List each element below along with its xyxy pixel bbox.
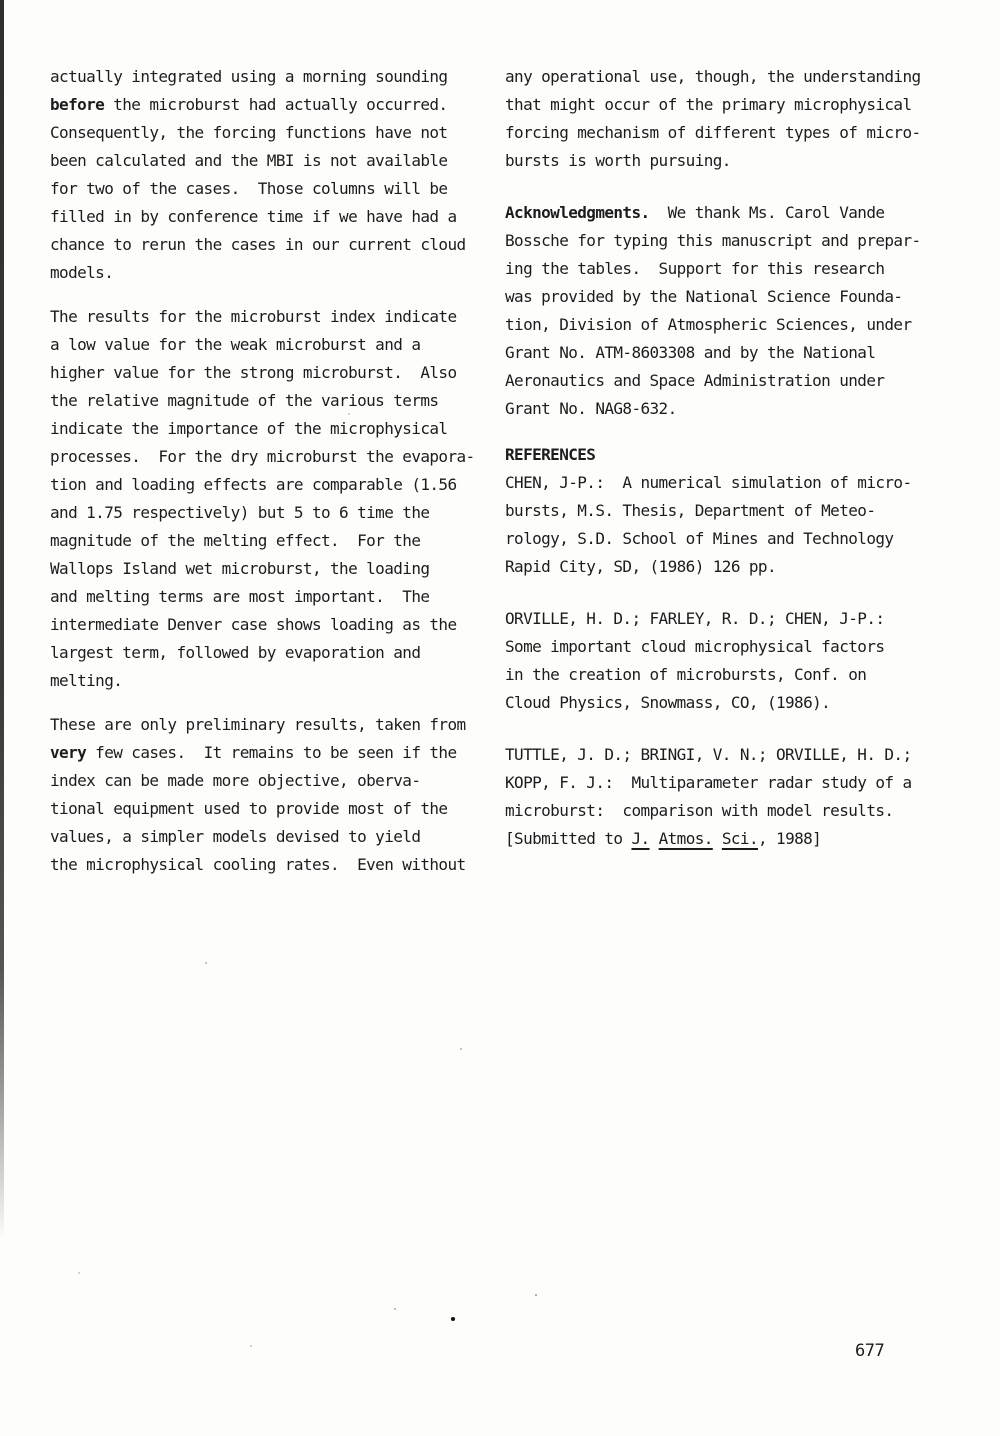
text-line: [505, 741, 935, 769]
text-line: [50, 739, 480, 767]
text-segment: tional equipment used to provide most of the: [50, 799, 448, 818]
text-segment: magnitude of the melting effect. For the: [50, 531, 421, 550]
text-segment: actually integrated using a morning sounding: [50, 67, 448, 86]
text-line: [505, 283, 935, 311]
text-segment: [Submitted to: [505, 829, 632, 848]
underlined-text: Atmos.: [658, 829, 713, 848]
text-segment: Wallops Island wet microburst, the loading: [50, 559, 430, 578]
text-segment: values, a simpler models devised to yield: [50, 827, 421, 846]
text-segment: for two of the cases. Those columns will be: [50, 179, 448, 198]
text-segment: processes. For the dry microburst the evapora-: [50, 447, 475, 466]
text-segment: KOPP, F. J.: Multiparameter radar study of a: [505, 773, 912, 792]
text-line: [50, 387, 480, 415]
left-column: [50, 63, 480, 879]
text-line: [505, 63, 935, 91]
text-line: [505, 689, 935, 717]
scan-speck: [250, 1345, 252, 1347]
text-segment: We thank Ms. Carol Vande: [649, 203, 885, 222]
scan-speck: [535, 1294, 537, 1296]
text-segment: melting.: [50, 671, 123, 690]
text-line: [50, 583, 480, 611]
text-line: [50, 231, 480, 259]
scan-speck: [78, 1272, 80, 1274]
text-line: [50, 527, 480, 555]
text-line: [50, 119, 480, 147]
text-line: [505, 469, 935, 497]
scan-speck: [460, 1048, 462, 1050]
references-heading: [505, 441, 935, 469]
text-line: [50, 711, 480, 739]
text-line: [505, 91, 935, 119]
text-line: [505, 367, 935, 395]
text-line: [50, 175, 480, 203]
text-segment: Grant No. NAG8-632.: [505, 399, 677, 418]
text-line: [505, 339, 935, 367]
text-segment: any operational use, though, the understanding: [505, 67, 921, 86]
text-line: [50, 639, 480, 667]
text-segment: few cases. It remains to be seen if the: [86, 743, 457, 762]
text-line: [505, 119, 935, 147]
text-line: [50, 851, 480, 879]
text-line: [505, 553, 935, 581]
text-line: [50, 359, 480, 387]
text-segment: the microphysical cooling rates. Even without: [50, 855, 466, 874]
text-segment: was provided by the National Science Founda-: [505, 287, 903, 306]
conclusion-paragraph: [50, 711, 480, 879]
bold-text: before: [50, 95, 105, 114]
text-segment: Rapid City, SD, (1986) 126 pp.: [505, 557, 776, 576]
text-segment: Consequently, the forcing functions have not: [50, 123, 448, 142]
scan-speck: [451, 1317, 455, 1321]
text-line: [50, 823, 480, 851]
text-segment: ORVILLE, H. D.; FARLEY, R. D.; CHEN, J-P.:: [505, 609, 885, 628]
text-line: [50, 611, 480, 639]
text-line: [50, 147, 480, 175]
text-line: [50, 91, 480, 119]
text-segment: rology, S.D. School of Mines and Technology: [505, 529, 894, 548]
underlined-text: Sci.: [721, 829, 758, 848]
text-line: [505, 633, 935, 661]
text-line: [505, 255, 935, 283]
text-segment: the microburst had actually occurred.: [104, 95, 448, 114]
text-segment: TUTTLE, J. D.; BRINGI, V. N.; ORVILLE, H. D.;: [505, 745, 912, 764]
acknowledgments-paragraph: [505, 199, 935, 423]
scan-speck: [205, 962, 207, 964]
text-segment: , 1988]: [757, 829, 822, 848]
text-segment: tion, Division of Atmospheric Sciences, under: [505, 315, 912, 334]
text-line: [505, 441, 935, 469]
text-segment: CHEN, J-P.: A numerical simulation of micro-: [505, 473, 912, 492]
text-segment: indicate the importance of the microphysical: [50, 419, 448, 438]
text-segment: the relative magnitude of the various terms: [50, 391, 439, 410]
text-segment: filled in by conference time if we have had a: [50, 207, 457, 226]
text-line: [505, 525, 935, 553]
text-line: [505, 497, 935, 525]
scan-edge-artifact: [0, 0, 4, 1240]
text-line: [505, 311, 935, 339]
underlined-text: J.: [631, 829, 650, 848]
text-line: [505, 395, 935, 423]
text-line: [505, 661, 935, 689]
text-segment: The results for the microburst index indicate: [50, 307, 457, 326]
text-line: [50, 63, 480, 91]
text-segment: Cloud Physics, Snowmass, CO, (1986).: [505, 693, 831, 712]
text-segment: ing the tables. Support for this research: [505, 259, 885, 278]
text-segment: Some important cloud microphysical factors: [505, 637, 885, 656]
operational-use-paragraph: [505, 63, 935, 175]
text-segment: index can be made more objective, oberva-: [50, 771, 421, 790]
text-line: [50, 415, 480, 443]
text-line: [50, 303, 480, 331]
text-segment: Grant No. ATM-8603308 and by the National: [505, 343, 876, 362]
text-segment: intermediate Denver case shows loading as the: [50, 615, 457, 634]
reference-chen: [505, 469, 935, 581]
results-paragraph: [50, 303, 480, 695]
text-segment: forcing mechanism of different types of micro-: [505, 123, 921, 142]
reference-orville: [505, 605, 935, 717]
text-segment: chance to rerun the cases in our current cloud: [50, 235, 466, 254]
text-segment: Aeronautics and Space Administration under: [505, 371, 885, 390]
text-segment: and 1.75 respectively) but 5 to 6 time the: [50, 503, 430, 522]
text-line: [505, 605, 935, 633]
scan-speck: [348, 413, 350, 415]
text-line: [50, 767, 480, 795]
text-line: [50, 795, 480, 823]
text-segment: bursts, M.S. Thesis, Department of Meteo-: [505, 501, 876, 520]
text-segment: a low value for the weak microburst and a: [50, 335, 421, 354]
text-line: [50, 259, 480, 287]
reference-tuttle: [505, 741, 935, 853]
text-line: [505, 797, 935, 825]
text-segment: been calculated and the MBI is not available: [50, 151, 448, 170]
text-segment: bursts is worth pursuing.: [505, 151, 731, 170]
text-segment: [713, 829, 722, 848]
bold-text: very: [50, 743, 87, 762]
text-segment: tion and loading effects are comparable (1.56: [50, 475, 457, 494]
text-segment: in the creation of microbursts, Conf. on: [505, 665, 867, 684]
text-line: [50, 471, 480, 499]
text-line: [505, 769, 935, 797]
bold-text: Acknowledgments.: [505, 203, 650, 222]
text-line: [505, 825, 935, 853]
text-line: [50, 443, 480, 471]
text-segment: models.: [50, 263, 114, 282]
text-segment: and melting terms are most important. The: [50, 587, 430, 606]
text-line: [50, 667, 480, 695]
text-line: [505, 147, 935, 175]
scan-speck: [394, 1308, 396, 1310]
text-segment: largest term, followed by evaporation and: [50, 643, 421, 662]
text-line: [50, 331, 480, 359]
text-line: [505, 227, 935, 255]
bold-text: REFERENCES: [505, 445, 596, 464]
text-line: [50, 499, 480, 527]
text-line: [50, 555, 480, 583]
text-segment: higher value for the strong microburst. Also: [50, 363, 457, 382]
text-segment: [650, 829, 659, 848]
text-line: [50, 203, 480, 231]
page-number: 677: [855, 1341, 885, 1361]
text-segment: that might occur of the primary microphysical: [505, 95, 912, 114]
text-line: [505, 199, 935, 227]
intro-paragraph: [50, 63, 480, 287]
right-column: [505, 63, 935, 853]
text-segment: Bossche for typing this manuscript and prepar-: [505, 231, 921, 250]
text-segment: These are only preliminary results, taken from: [50, 715, 466, 734]
text-segment: microburst: comparison with model results.: [505, 801, 894, 820]
